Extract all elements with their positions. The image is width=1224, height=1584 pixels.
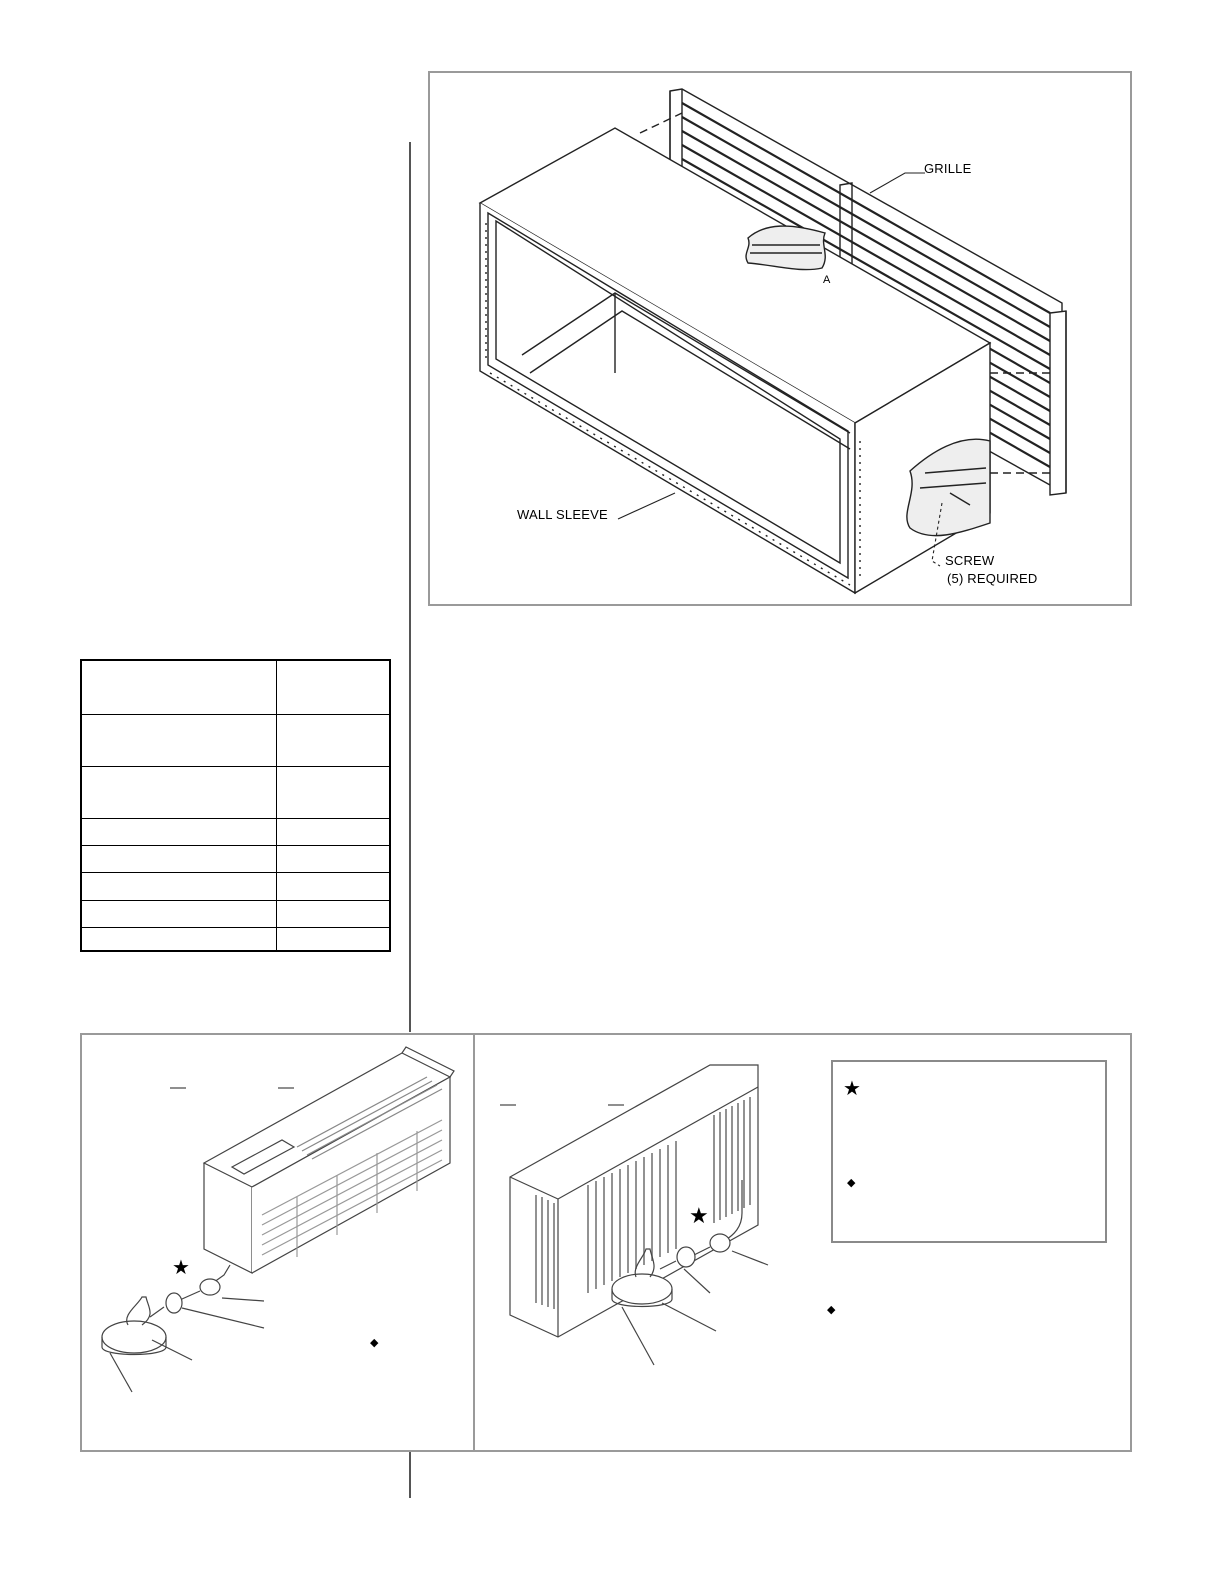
- outdoor-unit-drawing: [476, 1035, 806, 1445]
- right-diamond-icon: ◆: [827, 1304, 836, 1316]
- left-star-icon: ★: [172, 1257, 191, 1279]
- table-cell: [277, 900, 391, 927]
- wall-sleeve-drawing: [430, 73, 1134, 608]
- wall-sleeve-figure: [428, 71, 1132, 606]
- table-row: [81, 900, 390, 927]
- table-cell: [277, 660, 391, 714]
- table-row: [81, 818, 390, 845]
- table-row: [81, 660, 390, 714]
- right-star-icon: ★: [689, 1203, 709, 1228]
- installation-figure-divider: [473, 1034, 475, 1451]
- table-cell: [81, 900, 277, 927]
- table-cell: [277, 872, 391, 900]
- screw-quantity-label: (5) REQUIRED: [947, 571, 1038, 586]
- table-row: [81, 927, 390, 951]
- grille-label: GRILLE: [924, 161, 972, 176]
- table-cell: [81, 818, 277, 845]
- table-cell: [277, 766, 391, 818]
- table-cell: [81, 660, 277, 714]
- legend-diamond-icon: ◆: [847, 1177, 856, 1189]
- table-cell: [277, 845, 391, 872]
- table-cell: [81, 872, 277, 900]
- screw-label: SCREW: [945, 553, 995, 568]
- legend-box: [831, 1060, 1107, 1243]
- table-row: [81, 872, 390, 900]
- wall-sleeve-label: WALL SLEEVE: [517, 507, 608, 522]
- table-cell: [81, 766, 277, 818]
- table-cell: [81, 927, 277, 951]
- table-row: [81, 714, 390, 766]
- table-cell: [81, 714, 277, 766]
- table-row: [81, 845, 390, 872]
- indoor-unit-drawing: [82, 1035, 472, 1445]
- left-diamond-icon: ◆: [370, 1337, 379, 1349]
- table-cell: [277, 927, 391, 951]
- column-divider-upper: [409, 142, 411, 1032]
- specification-table: [80, 659, 391, 952]
- table-cell: [277, 714, 391, 766]
- detail-a-label: A: [823, 274, 831, 286]
- table-cell: [81, 845, 277, 872]
- table-cell: [277, 818, 391, 845]
- column-divider-lower: [409, 1452, 411, 1498]
- legend-star-icon: ★: [843, 1078, 862, 1100]
- table-row: [81, 766, 390, 818]
